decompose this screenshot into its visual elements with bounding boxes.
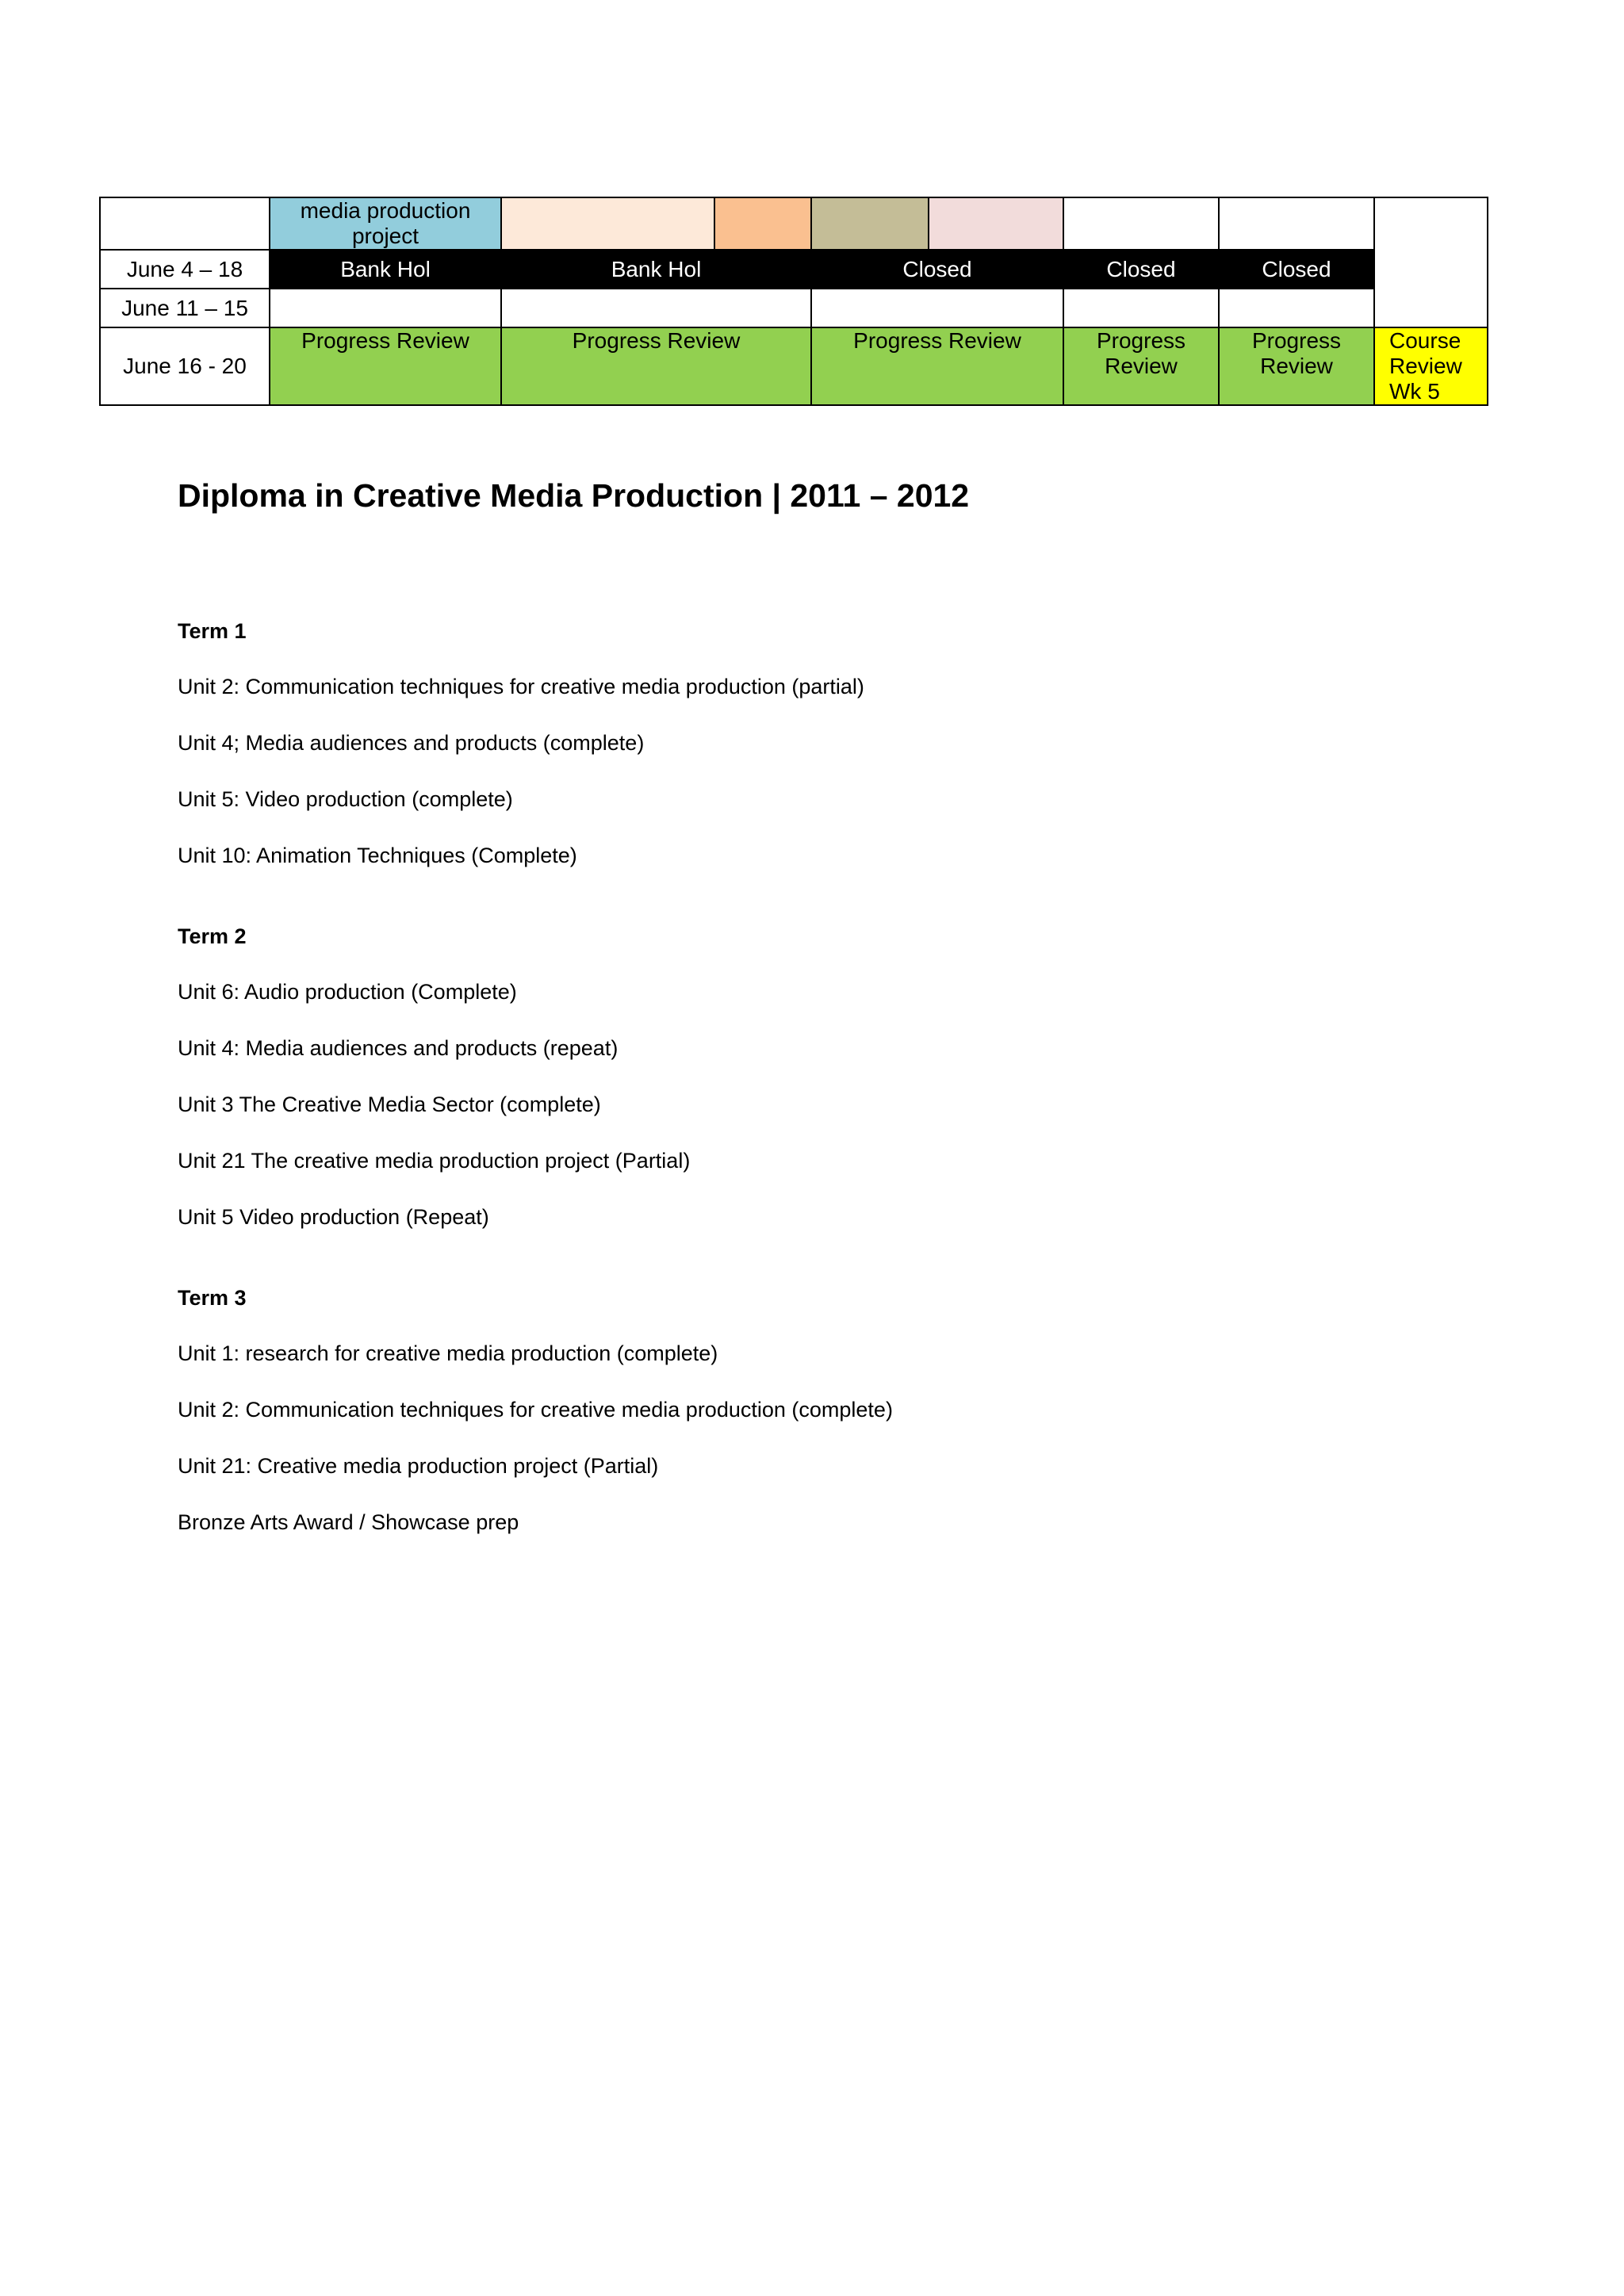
list-item: Unit 2: Communication techniques for creative media production (complete) xyxy=(178,1398,893,1422)
list-item: Unit 10: Animation Techniques (Complete) xyxy=(178,844,577,867)
header-cell-color xyxy=(1063,197,1219,250)
schedule-cell: Progress Review xyxy=(501,327,811,405)
schedule-cell xyxy=(1063,289,1219,327)
table-row xyxy=(100,289,1488,327)
schedule-cell: Progress Review xyxy=(1219,327,1374,405)
header-cell-color xyxy=(811,197,929,250)
schedule-cell: Bank Hol xyxy=(501,250,811,289)
list-item: Bronze Arts Award / Showcase prep xyxy=(178,1510,519,1534)
schedule-cell: Closed xyxy=(1219,250,1374,289)
schedule-cell xyxy=(811,289,1063,327)
header-cell-last xyxy=(1374,197,1488,327)
schedule-cell xyxy=(501,289,811,327)
list-item: Unit 21: Creative media production project (Partial) xyxy=(178,1454,659,1478)
schedule-cell: Progress Review xyxy=(811,327,1063,405)
header-cell-color xyxy=(929,197,1063,250)
schedule-cell: Closed xyxy=(811,250,1063,289)
header-cell-media-project: media production project xyxy=(270,197,501,250)
list-item: Unit 4; Media audiences and products (complete) xyxy=(178,731,645,755)
list-item: Unit 3 The Creative Media Sector (complete) xyxy=(178,1093,601,1116)
list-item: Unit 4: Media audiences and products (repeat) xyxy=(178,1036,619,1060)
header-cell-color xyxy=(1219,197,1374,250)
list-item: Unit 5: Video production (complete) xyxy=(178,787,513,811)
schedule-cell: Bank Hol xyxy=(270,250,501,289)
term-heading: Term 3 xyxy=(178,1286,247,1310)
list-item: Unit 1: research for creative media production (complete) xyxy=(178,1341,718,1365)
list-item: Unit 2: Communication techniques for creative media production (partial) xyxy=(178,675,864,698)
list-item: Unit 21 The creative media production project (Partial) xyxy=(178,1149,691,1173)
schedule-cell xyxy=(1219,289,1374,327)
list-item: Unit 6: Audio production (Complete) xyxy=(178,980,517,1004)
header-cell-empty xyxy=(100,197,270,250)
schedule-cell: Closed xyxy=(1063,250,1219,289)
schedule-cell xyxy=(270,289,501,327)
schedule-cell: Progress Review xyxy=(1063,327,1219,405)
schedule-cell: Progress Review xyxy=(270,327,501,405)
course-review-cell: Course Review Wk 5 xyxy=(1374,327,1488,405)
term-section xyxy=(178,924,1446,1230)
header-cell-color xyxy=(501,197,714,250)
term-section xyxy=(178,1285,1446,1535)
term-heading: Term 2 xyxy=(178,924,247,948)
schedule-header-row xyxy=(100,197,1488,250)
header-cell-color xyxy=(714,197,811,250)
schedule-table xyxy=(99,197,1488,406)
week-label: June 11 – 15 xyxy=(100,289,270,327)
term-section xyxy=(178,618,1446,868)
page-title: Diploma in Creative Media Production | 2011 – 2012 xyxy=(178,477,970,514)
week-label: June 4 – 18 xyxy=(100,250,270,289)
term-heading: Term 1 xyxy=(178,619,247,643)
table-row xyxy=(100,250,1488,289)
list-item: Unit 5 Video production (Repeat) xyxy=(178,1205,489,1229)
week-label: June 16 - 20 xyxy=(100,327,270,405)
table-row xyxy=(100,327,1488,405)
document-body xyxy=(178,468,1446,1566)
